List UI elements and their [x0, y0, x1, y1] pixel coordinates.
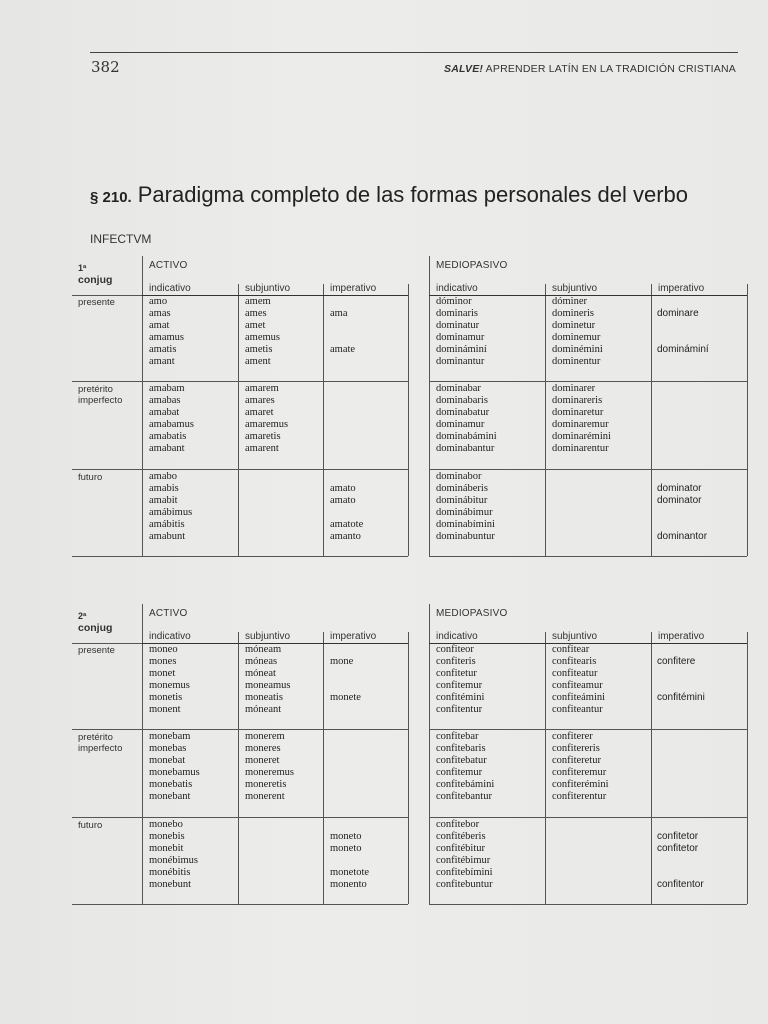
verb-form: mones [149, 656, 177, 667]
verb-form: móneant [245, 704, 282, 715]
activo-futuro-imperativo-form: amatote [330, 519, 364, 530]
verb-form: amabo [149, 471, 177, 482]
verb-form: ametis [245, 344, 273, 355]
tense-header-rule [72, 643, 142, 644]
running-head [444, 63, 736, 75]
activo-futuro-indicativo-forms [149, 819, 198, 891]
verb-form: moneremus [245, 767, 294, 778]
verb-form: confitearis [552, 656, 597, 667]
verb-form: dominabímini [436, 519, 495, 530]
header-rule [90, 52, 738, 53]
verb-form: monebatis [149, 779, 193, 790]
activo-col-rule-2 [323, 284, 324, 556]
mediopasivo-presente-subjuntivo-forms [552, 296, 603, 368]
mediopasivo-presente-imperativo-form: dominare [657, 308, 699, 319]
verb-form: confiterer [552, 731, 593, 742]
mediopasivo-col-rule-1 [545, 632, 546, 904]
activo-row-rule-2 [142, 817, 408, 818]
mediopasivo-header-0: indicativo [436, 283, 478, 294]
verb-form: domináminí [436, 344, 487, 355]
running-head-text: APRENDER LATÍN EN LA TRADICIÓN CRISTIANA [483, 63, 736, 75]
verb-form: dominarer [552, 383, 596, 394]
verb-form: confiterémini [552, 779, 609, 790]
verb-form: dominabuntur [436, 531, 495, 542]
verb-form: móneam [245, 644, 282, 655]
mediopasivo-row-rule-2 [429, 469, 747, 470]
activo-row-rule-2 [142, 469, 408, 470]
tense-row-rule-2 [72, 469, 142, 470]
mediopasivo-bottom-rule [429, 904, 747, 905]
tense-label-imperfecto: imperfecto [78, 395, 123, 406]
verb-form: moneo [149, 644, 178, 655]
activo-futuro-imperativo-form: moneto [330, 831, 362, 842]
activo-presente-imperativo-form: mone [330, 656, 354, 667]
verb-form: monébimus [149, 855, 198, 866]
verb-form: dominaris [436, 308, 478, 319]
verb-form: amabamus [149, 419, 194, 430]
verb-form: dominetur [552, 320, 596, 331]
verb-form: confiteris [436, 656, 476, 667]
verb-form: moneres [245, 743, 281, 754]
mediopasivo-col-rule-3 [747, 632, 748, 904]
activo-header-0: indicativo [149, 283, 191, 294]
verb-form: dominatur [436, 320, 480, 331]
activo-panel-left-rule [142, 604, 143, 904]
mediopasivo-panel-left-rule [429, 256, 430, 556]
verb-form: confitear [552, 644, 590, 655]
verb-form: dominareris [552, 395, 603, 406]
mediopasivo-header-1: subjuntivo [552, 283, 598, 294]
verb-form: confitéberis [436, 831, 486, 842]
verb-form: confitebar [436, 731, 479, 742]
conjugation-word: conjug [78, 274, 113, 286]
verb-form: amem [245, 296, 271, 307]
verb-form: amábitis [149, 519, 185, 530]
activo-presente-imperativo-form: amate [330, 344, 356, 355]
verb-form: amabant [149, 443, 185, 454]
verb-form: amabis [149, 483, 179, 494]
activo-preterito-subjuntivo-forms [245, 731, 294, 803]
verb-form: confiteantur [552, 704, 603, 715]
verb-form: dominemur [552, 332, 601, 343]
verb-form: confiteamur [552, 680, 603, 691]
mediopasivo-presente-subjuntivo-forms [552, 644, 605, 716]
activo-header-1: subjuntivo [245, 631, 291, 642]
tense-bottom-rule [72, 904, 142, 905]
verb-form: dominantur [436, 356, 485, 367]
tense-bottom-rule [72, 556, 142, 557]
tense-row-rule-2 [72, 817, 142, 818]
activo-panel-left-rule [142, 256, 143, 556]
verb-form: amarent [245, 443, 279, 454]
verb-form: moneatis [245, 692, 283, 703]
verb-form: monerem [245, 731, 285, 742]
verb-form: dominabor [436, 471, 482, 482]
activo-header-1: subjuntivo [245, 283, 291, 294]
verb-form: dominaretur [552, 407, 604, 418]
verb-form: amarem [245, 383, 279, 394]
verb-form: confitebantur [436, 791, 492, 802]
activo-futuro-imperativo-form: monento [330, 879, 367, 890]
verb-form: amabatis [149, 431, 187, 442]
verb-form: monet [149, 668, 176, 679]
mediopasivo-row-rule-1 [429, 729, 747, 730]
activo-preterito-indicativo-forms [149, 383, 194, 455]
verb-form: domineris [552, 308, 594, 319]
verb-form: moneamus [245, 680, 291, 691]
tense-label-futuro: futuro [78, 820, 103, 831]
verb-form: dóminor [436, 296, 472, 307]
conjugation-label [78, 262, 112, 286]
tense-row-rule-1 [72, 729, 142, 730]
verb-form: confitébimur [436, 855, 491, 866]
activo-preterito-indicativo-forms [149, 731, 200, 803]
mediopasivo-preterito-subjuntivo-forms [552, 383, 611, 455]
verb-form: ament [245, 356, 271, 367]
activo-futuro-imperativo-form: monetote [330, 867, 370, 878]
activo-presente-indicativo-forms [149, 296, 184, 368]
activo-presente-indicativo-forms [149, 644, 190, 716]
verb-form: monebit [149, 843, 184, 854]
tense-label-futuro: futuro [78, 472, 103, 483]
tense-label-preterito: pretérito [78, 732, 113, 743]
verb-form: amatis [149, 344, 177, 355]
conjugation-label [78, 610, 112, 634]
mediopasivo-header-0: indicativo [436, 631, 478, 642]
activo-bottom-rule [142, 556, 408, 557]
verb-form: moneret [245, 755, 280, 766]
mediopasivo-preterito-indicativo-forms [436, 731, 494, 803]
verb-form: confitebámini [436, 779, 495, 790]
verb-form: amabat [149, 407, 180, 418]
verb-form: confitentur [436, 704, 483, 715]
verb-form: confiteatur [552, 668, 598, 679]
verb-form: dominábitur [436, 495, 488, 506]
mediopasivo-header-2: imperativo [658, 631, 705, 642]
activo-col-rule-2 [323, 632, 324, 904]
verb-form: amas [149, 308, 171, 319]
verb-form: amamus [149, 332, 184, 343]
activo-col-rule-1 [238, 632, 239, 904]
mediopasivo-futuro-imperativo-form: confitentor [657, 879, 704, 890]
tense-label-imperfecto: imperfecto [78, 743, 123, 754]
mediopasivo-header-2: imperativo [658, 283, 705, 294]
verb-form: dominábimur [436, 507, 493, 518]
verb-form: confitébitur [436, 843, 485, 854]
verb-form: confitebuntur [436, 879, 493, 890]
activo-presente-imperativo-form: ama [330, 308, 348, 319]
mediopasivo-futuro-indicativo-forms [436, 471, 495, 543]
activo-voice-label: ACTIVO [149, 260, 188, 271]
activo-voice-label: ACTIVO [149, 608, 188, 619]
tense-header-rule [72, 295, 142, 296]
activo-header-0: indicativo [149, 631, 191, 642]
verb-form: amares [245, 395, 275, 406]
mediopasivo-futuro-imperativo-form: dominator [657, 483, 702, 494]
activo-col-rule-1 [238, 284, 239, 556]
verb-form: dominarentur [552, 443, 609, 454]
conjugation-number: 1ª [78, 263, 87, 273]
activo-bottom-rule [142, 904, 408, 905]
section-number: § 210. [90, 189, 132, 206]
verb-form: domináberis [436, 483, 488, 494]
activo-preterito-subjuntivo-forms [245, 383, 288, 455]
mediopasivo-voice-label: MEDIOPASIVO [436, 608, 508, 619]
activo-col-rule-3 [408, 632, 409, 904]
verb-form: monebat [149, 755, 186, 766]
activo-futuro-imperativo-form: moneto [330, 843, 362, 854]
verb-form: dominabaris [436, 395, 488, 406]
verb-form: amábimus [149, 507, 193, 518]
verb-form: confitemur [436, 680, 483, 691]
verb-form: amemus [245, 332, 280, 343]
activo-presente-subjuntivo-forms [245, 296, 280, 368]
verb-form: amo [149, 296, 168, 307]
mediopasivo-futuro-indicativo-forms [436, 819, 493, 891]
verb-form: dominarémini [552, 431, 611, 442]
mediopasivo-futuro-imperativo-form: dominator [657, 495, 702, 506]
verb-form: confiteretur [552, 755, 601, 766]
verb-form: confitebaris [436, 743, 486, 754]
verb-form: confiteremur [552, 767, 607, 778]
verb-form: confitebímini [436, 867, 493, 878]
mediopasivo-presente-imperativo-form: domináminí [657, 344, 709, 355]
verb-form: monebant [149, 791, 191, 802]
mediopasivo-voice-label: MEDIOPASIVO [436, 260, 508, 271]
activo-presente-imperativo-form: monete [330, 692, 361, 703]
tense-label-presente: presente [78, 645, 115, 656]
verb-form: monebam [149, 731, 191, 742]
verb-form: confitebor [436, 819, 480, 830]
section-title [90, 182, 688, 208]
mediopasivo-col-rule-3 [747, 284, 748, 556]
mediopasivo-presente-indicativo-forms [436, 296, 487, 368]
mediopasivo-col-rule-2 [651, 632, 652, 904]
conjugation-number: 2ª [78, 611, 87, 621]
verb-form: amant [149, 356, 175, 367]
mediopasivo-futuro-imperativo-form: dominantor [657, 531, 708, 542]
activo-col-rule-3 [408, 284, 409, 556]
verb-form: monebis [149, 831, 185, 842]
verb-form: dominamur [436, 332, 485, 343]
verb-form: dominabantur [436, 443, 495, 454]
verb-form: confiteámini [552, 692, 606, 703]
verb-form: monemus [149, 680, 190, 691]
verb-form: móneat [245, 668, 276, 679]
mediopasivo-col-rule-2 [651, 284, 652, 556]
verb-form: móneas [245, 656, 278, 667]
verb-form: amaremus [245, 419, 289, 430]
mediopasivo-bottom-rule [429, 556, 747, 557]
activo-header-2: imperativo [330, 631, 377, 642]
verb-form: confitetur [436, 668, 477, 679]
running-head-salve: SALVE! [444, 63, 484, 75]
activo-futuro-imperativo-form: amato [330, 483, 356, 494]
verb-form: confitebatur [436, 755, 487, 766]
verb-form: monébitis [149, 867, 191, 878]
verb-form: monetis [149, 692, 183, 703]
section-title-text: Paradigma completo de las formas personales del verbo [137, 182, 689, 207]
page-number: 382 [91, 58, 120, 76]
verb-form: dominabar [436, 383, 481, 394]
mediopasivo-presente-imperativo-form: confitémini [657, 692, 705, 703]
verb-form: confiteor [436, 644, 474, 655]
verb-form: dominémini [552, 344, 603, 355]
activo-row-rule-1 [142, 729, 408, 730]
verb-form: dominamur [436, 419, 485, 430]
mediopasivo-row-rule-1 [429, 381, 747, 382]
mediopasivo-header-1: subjuntivo [552, 631, 598, 642]
mediopasivo-row-rule-2 [429, 817, 747, 818]
verb-form: confiterentur [552, 791, 607, 802]
verb-form: monebamus [149, 767, 200, 778]
activo-futuro-imperativo-form: amato [330, 495, 356, 506]
verb-form: amabas [149, 395, 181, 406]
verb-form: amaretis [245, 431, 281, 442]
verb-form: confitereris [552, 743, 600, 754]
activo-header-2: imperativo [330, 283, 377, 294]
verb-form: confitemur [436, 767, 483, 778]
verb-form: amabunt [149, 531, 186, 542]
mediopasivo-futuro-imperativo-form: confitetor [657, 843, 699, 854]
verb-form: dominentur [552, 356, 601, 367]
verb-form: monebunt [149, 879, 191, 890]
section-subtitle: INFECTVM [90, 232, 152, 246]
mediopasivo-presente-indicativo-forms [436, 644, 484, 716]
verb-form: monebo [149, 819, 183, 830]
mediopasivo-futuro-imperativo-form: confitetor [657, 831, 699, 842]
verb-form: moneretis [245, 779, 287, 790]
mediopasivo-col-rule-1 [545, 284, 546, 556]
tense-label-preterito: pretérito [78, 384, 113, 395]
activo-futuro-indicativo-forms [149, 471, 192, 543]
verb-form: amet [245, 320, 266, 331]
verb-form: amaret [245, 407, 274, 418]
tense-label-presente: presente [78, 297, 115, 308]
tense-row-rule-1 [72, 381, 142, 382]
conjugation-word: conjug [78, 622, 113, 634]
mediopasivo-presente-imperativo-form: confitere [657, 656, 696, 667]
activo-presente-subjuntivo-forms [245, 644, 291, 716]
verb-form: dominaremur [552, 419, 609, 430]
mediopasivo-panel-left-rule [429, 604, 430, 904]
mediopasivo-preterito-indicativo-forms [436, 383, 497, 455]
activo-futuro-imperativo-form: amanto [330, 531, 361, 542]
verb-form: dóminer [552, 296, 587, 307]
mediopasivo-preterito-subjuntivo-forms [552, 731, 609, 803]
verb-form: dominabatur [436, 407, 490, 418]
verb-form: monebas [149, 743, 187, 754]
verb-form: monerent [245, 791, 285, 802]
verb-form: dominabámini [436, 431, 497, 442]
verb-form: ames [245, 308, 267, 319]
verb-form: amabit [149, 495, 178, 506]
verb-form: monent [149, 704, 181, 715]
verb-form: amat [149, 320, 170, 331]
verb-form: amabam [149, 383, 185, 394]
activo-row-rule-1 [142, 381, 408, 382]
verb-form: confitémini [436, 692, 485, 703]
